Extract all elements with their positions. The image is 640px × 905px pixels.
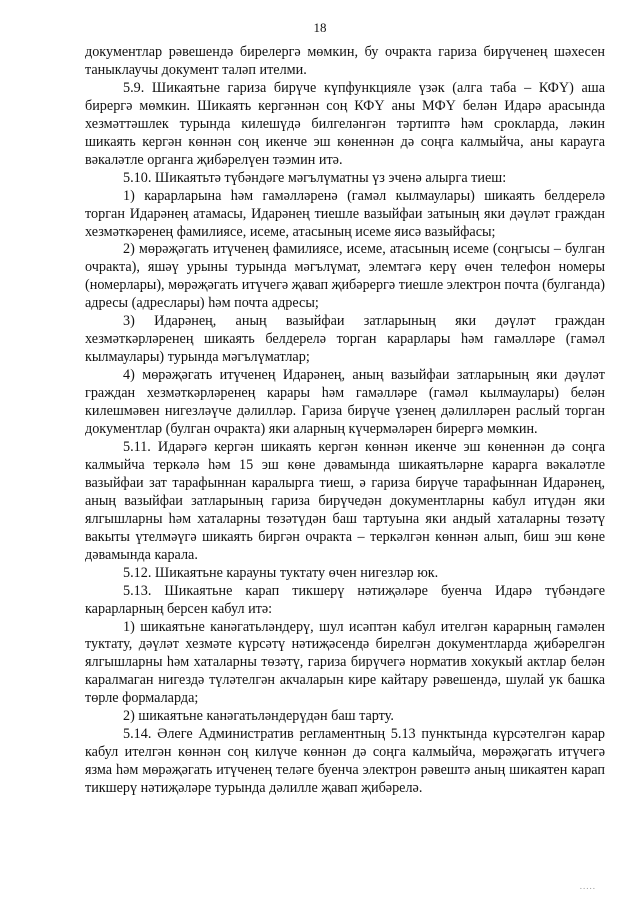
paragraph-5-13: 5.13. Шикаятьне карап тикшерү нәтиҗәләре буенча Идарә түбәндәге карарларның берсен кабул итә: bbox=[85, 582, 605, 617]
paragraph-5-10: 5.10. Шикаятьтә түбәндәге мәгълүматны үз эченә алырга тиеш: bbox=[123, 169, 507, 186]
paragraph-5-9: 5.9. Шикаятьне гариза бирүче күпфункцияле үзәк (алга таба – КФҮ) аша бирергә мөмкин. Шикаять кергәннән соң КФҮ аны МФҮ белән Идарә арасында хезмәттәшлек турында килешүдә билгеләнгән тәртиптә һәм срокларда, ләкин шикаять кергән көннән соң икенче эш көненнән дә соңга калмыйча, аны карауга вәкаләтле органга җибәрелүен тәэмин итә. bbox=[85, 79, 605, 168]
list-item-5-13-2: 2) шикаятьне канәгатьләндерүдән баш тарту. bbox=[123, 708, 394, 725]
paragraph-5-14: 5.14. Әлеге Административ регламентның 5.13 пунктында күрсәтелгән карар кабул ителгән көннән соң килүче көннән дә соңга калмыйча, мөрәҗәгать итүчегә язма һәм мөрәҗәгать итүченең теләге буенча электрон рәвештә аның шикаятен карап тикшерү нәтиҗәләре турында дәлилле җавап җибәрелә. bbox=[85, 726, 605, 797]
list-item-5-10-1: 1) карарларына һәм гамәлләренә (гамәл кылмаулары) шикаять белдерелә торган Идарәнең атамасы, Идарәнең тиешле вазыйфаи затының яки дәүләт граждан хезмәткәренең фамилиясе, исеме, атасының исеме яисә вазыйфасы; bbox=[85, 187, 605, 240]
list-item-5-10-3: 3) Идарәнең, аның вазыйфаи затларының яки дәүләт граждан хезмәткәрләренең шикаять белдерелә торган карарлары һәм гамәлләре (гамәл кылмаулары) турында мәгълүматлар; bbox=[85, 313, 605, 366]
list-item-5-13-1: 1) шикаятьне канәгатьләндерү, шул исәптән кабул ителгән карарның гамәлен туктату, дәүләт хезмәте күрсәтү нәтиҗәсендә бирелгән документларда җибәрелгән ялгышларны һәм хаталарны төзәтү, гариза бирүчегә норматив хокукый актлар белән каралмаган нигездә түләтелгән акчаларын кире кайтару рәвешендә, шулай ук башка төрле формаларда; bbox=[85, 618, 605, 707]
paragraph-5-11: 5.11. Идарәгә кергән шикаять кергән көннән икенче эш көненнән дә соңга калмыйча теркәлә һәм 15 эш көне дәвамында шикаятьләрне карарга вәкаләтле вазыйфаи зат тарафыннан каралырга тиеш, ә гариза бирүче тарафыннан Идарәнең, аның вазыйфаи затларының гариза бирүчедән документларны кабул итүдән яки ялгышларны һәм хаталарны төзәтүдән баш тартуына яки андый хаталарны төзәтү вакыты үтелмәүгә шикаять биргән очракта – теркәлгән көннән алып, биш эш көне дәвамында карала. bbox=[85, 438, 605, 563]
body-text bbox=[85, 44, 605, 798]
paragraph-continuation: документлар рәвешендә бирелергә мөмкин, бу очракта гариза бирүченең шәхесен таныклаучы документ таләп ителми. bbox=[85, 44, 605, 78]
list-item-5-10-4: 4) мөрәҗәгать итүченең Идарәнең, аның вазыйфаи затларының яки дәүләт граждан хезмәткәрләренең карары һәм гамәлләре (гамәл кылмаулары) белән килешмәвен нигезләүче дәлилләр. Гариза бирүче үзенең дәлилләрен раслый торган документлар (булган очракта) яки аларның күчермәләрен бирергә мөмкин. bbox=[85, 367, 605, 438]
list-item-5-10-2: 2) мөрәҗәгать итүченең фамилиясе, исеме, атасының исеме (соңгысы – булган очракта), яшәү урыны турында мәгълүмат, элемтәгә керү өчен телефон номеры (номерлары), мөрәҗәгать итүчегә җавап җибәрергә тиешле электрон почта (булганда) адресы (адреслары) һәм почта адресы; bbox=[85, 241, 605, 312]
page-number: 18 bbox=[313, 20, 327, 35]
scan-artifact-dots: ..... bbox=[579, 881, 596, 891]
paragraph-5-12: 5.12. Шикаятьне карауны туктату өчен нигезләр юк. bbox=[123, 564, 439, 581]
